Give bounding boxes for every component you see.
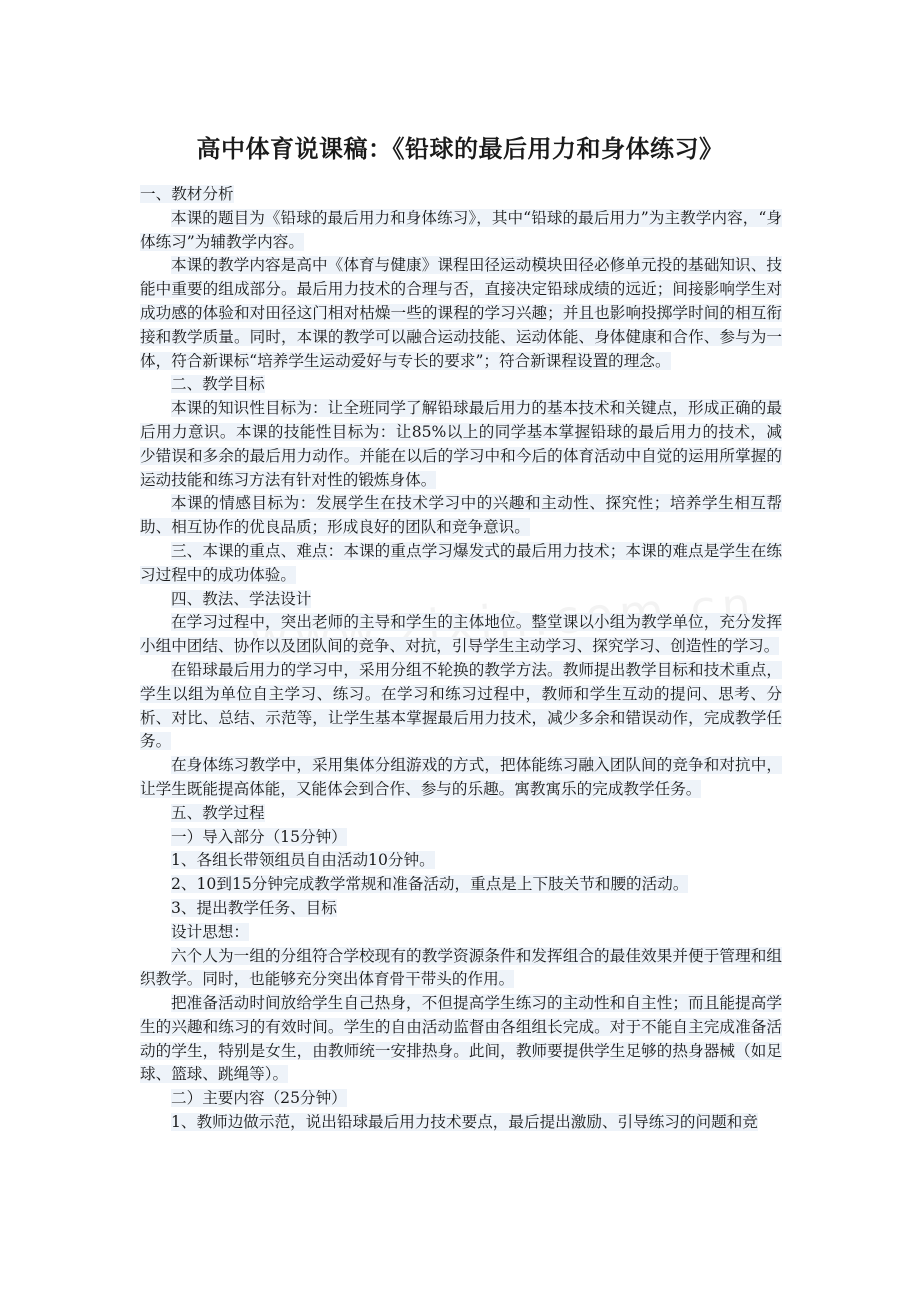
paragraph-text: 在身体练习教学中，采用集体分组游戏的方式，把体能练习融入团队间的竞争和对抗中，让学生既能提高体能，又能体会到合作、参与的乐趣。寓教寓乐的完成教学任务。 <box>140 756 782 798</box>
paragraph-text: 2、10到15分钟完成教学常规和准备活动，重点是上下肢关节和腰的活动。 <box>171 875 689 894</box>
paragraph <box>140 588 782 612</box>
paragraph-text: 3、提出教学任务、目标 <box>171 898 337 917</box>
document-body <box>140 183 782 1135</box>
paragraph-text: 把准备活动时间放给学生自己热身，不但提高学生练习的主动性和自主性；而且能提高学生的兴趣和练习的有效时间。学生的自由活动监督由各组组长完成。对于不能自主完成准备活动的学生，特别是女生，由教师统一安排热身。此间，教师要提供学生足够的热身器械（如足球、篮球、跳绳等）。 <box>140 994 782 1084</box>
paragraph <box>140 1111 782 1135</box>
paragraph <box>140 397 782 492</box>
paragraph-text: 二、教学目标 <box>171 375 265 394</box>
paragraph-text: 六个人为一组的分组符合学校现有的教学资源条件和发挥组合的最佳效果并便于管理和组织教学。同时，也能够充分突出体育骨干带头的作用。 <box>140 946 782 989</box>
paragraph-text: 二）主要内容（25分钟） <box>171 1089 347 1108</box>
paragraph <box>140 826 782 850</box>
paragraph-text: 本课的知识性目标为：让全班同学了解铅球最后用力的基本技术和关键点，形成正确的最后用力意识。本课的技能性目标为：让85%以上的同学基本掌握铅球的最后用力的技术，减少错误和多余的最后用力动作。并能在以后的学习中和今后的体育活动中自觉的运用所掌握的运动技能和练习方法有针对性的锻炼身体。 <box>140 399 782 489</box>
paragraph-text: 1、教师边做示范，说出铅球最后用力技术要点，最后提出激励、引导练习的问题和竞 <box>171 1113 758 1132</box>
paragraph <box>140 802 782 826</box>
paragraph-text: 一、教材分析 <box>140 185 234 203</box>
paragraph <box>140 659 782 754</box>
paragraph <box>140 897 782 921</box>
paragraph-text: 本课的情感目标为：发展学生在技术学习中的兴趣和主动性、探究性；培养学生相互帮助、相互协作的优良品质；形成良好的团队和竞争意识。 <box>140 494 782 537</box>
document-title: 高中体育说课稿：《铅球的最后用力和身体练习》 <box>196 135 724 163</box>
paragraph-text: 五、教学过程 <box>171 803 265 822</box>
paragraph <box>140 921 782 945</box>
paragraph-text: 在学习过程中，突出老师的主导和学生的主体地位。整堂课以小组为教学单位，充分发挥小组中团结、协作以及团队间的竞争、对抗，引导学生主动学习、探究学习、创造性的学习。 <box>140 613 782 656</box>
paragraph <box>140 849 782 873</box>
paragraph-text: 设计思想： <box>171 922 249 941</box>
paragraph <box>140 492 782 540</box>
paragraph-text: 四、教法、学法设计 <box>171 589 312 608</box>
paragraph <box>140 992 782 1087</box>
paragraph-text: 一）导入部分（15分钟） <box>171 827 347 846</box>
paragraph <box>140 207 782 255</box>
paragraph-text: 在铅球最后用力的学习中，采用分组不轮换的教学方法。教师提出教学目标和技术重点，学生以组为单位自主学习、练习。在学习和练习过程中，教师和学生互动的提问、思考、分析、对比、总结、示范等，让学生基本掌握最后用力技术，减少多余和错误动作，完成教学任务。 <box>140 660 782 751</box>
paragraph-text: 三、本课的重点、难点：本课的重点学习爆发式的最后用力技术；本课的难点是学生在练习过程中的成功体验。 <box>140 541 782 584</box>
paragraph <box>140 754 782 802</box>
paragraph <box>140 254 782 373</box>
paragraph <box>140 373 782 397</box>
paragraph <box>140 183 782 207</box>
paragraph <box>140 540 782 588</box>
paragraph-text: 1、各组长带领组员自由活动10分钟。 <box>171 851 435 870</box>
paragraph <box>140 945 782 993</box>
paragraph <box>140 611 782 659</box>
paragraph <box>140 873 782 897</box>
paragraph <box>140 1087 782 1111</box>
paragraph-text: 本课的教学内容是高中《体育与健康》课程田径运动模块田径必修单元投的基础知识、技能中重要的组成部分。最后用力技术的合理与否，直接决定铅球成绩的远近；间接影响学生对成功感的体验和对田径这门相对枯燥一些的课程的学习兴趣；并且也影响投掷学时间的相互衔接和教学质量。同时，本课的教学可以融合运动技能、运动体能、身体健康和合作、参与为一体，符合新课标“培养学生运动爱好与专长的要求”；符合新课程设置的理念。 <box>140 256 782 370</box>
paragraph-text: 本课的题目为《铅球的最后用力和身体练习》，其中“铅球的最后用力”为主教学内容，“身体练习”为辅教学内容。 <box>140 208 782 251</box>
